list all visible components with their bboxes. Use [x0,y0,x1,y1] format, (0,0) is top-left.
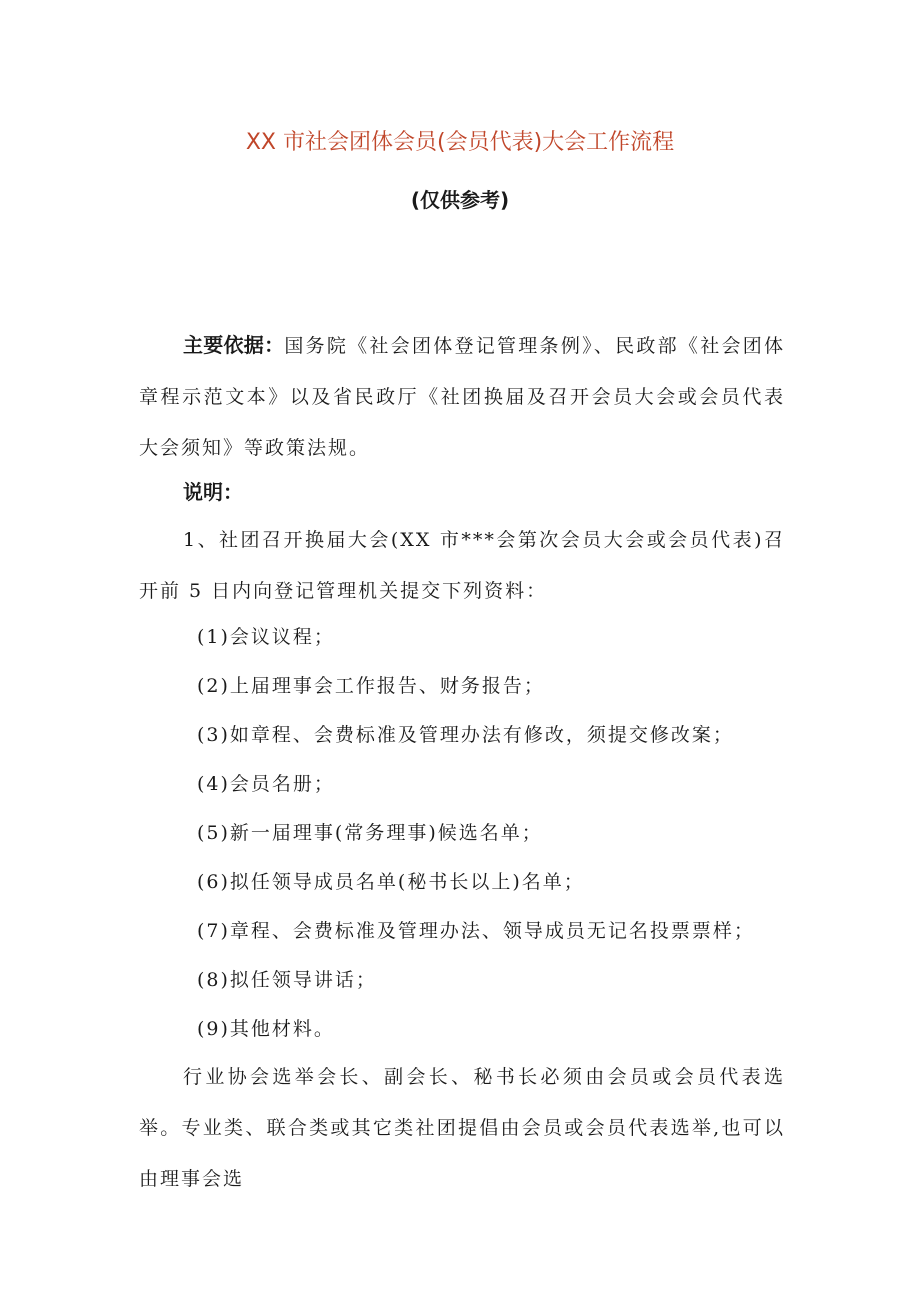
item-1-paragraph: 1、社团召开换届大会(XX 市***会第次会员大会或会员代表)召开前 5 日内向登记管理机关提交下列资料： [139,529,785,602]
list-item: (8)拟任领导讲话； [197,969,377,991]
list-item: (7)章程、会费标准及管理办法、领导成员无记名投票票样； [197,920,755,942]
list-item: (5)新一届理事(常务理事)候选名单； [197,822,543,844]
document-title: XX 市社会团体会员(会员代表)大会工作流程 [245,130,675,155]
list-item: (2)上届理事会工作报告、财务报告； [197,675,545,697]
list-item: (3)如章程、会费标准及管理办法有修改，须提交修改案； [197,724,734,746]
list-item: (9)其他材料。 [197,1018,335,1040]
basis-paragraph [139,320,785,474]
election-paragraph: 行业协会选举会长、副会长、秘书长必须由会员或会员代表选举。专业类、联合类或其它类社团提倡由会员或会员代表选举,也可以由理事会选 [139,1066,785,1190]
basis-lead: 主要依据： [183,333,285,357]
list-item: (6)拟任领导成员名单(秘书长以上)名单； [197,871,585,893]
list-item: (1)会议议程； [197,626,335,648]
basis-text: 国务院《社会团体登记管理条例》、民政部《社会团体章程示范文本》以及省民政厅《社团换届及召开会员大会或会员代表大会须知》等政策法规。 [139,335,785,459]
list-item: (4)会员名册； [197,773,335,795]
materials-list [197,613,755,1054]
document-subtitle: (仅供参考) [410,188,510,212]
note-heading: 说明： [183,480,243,504]
